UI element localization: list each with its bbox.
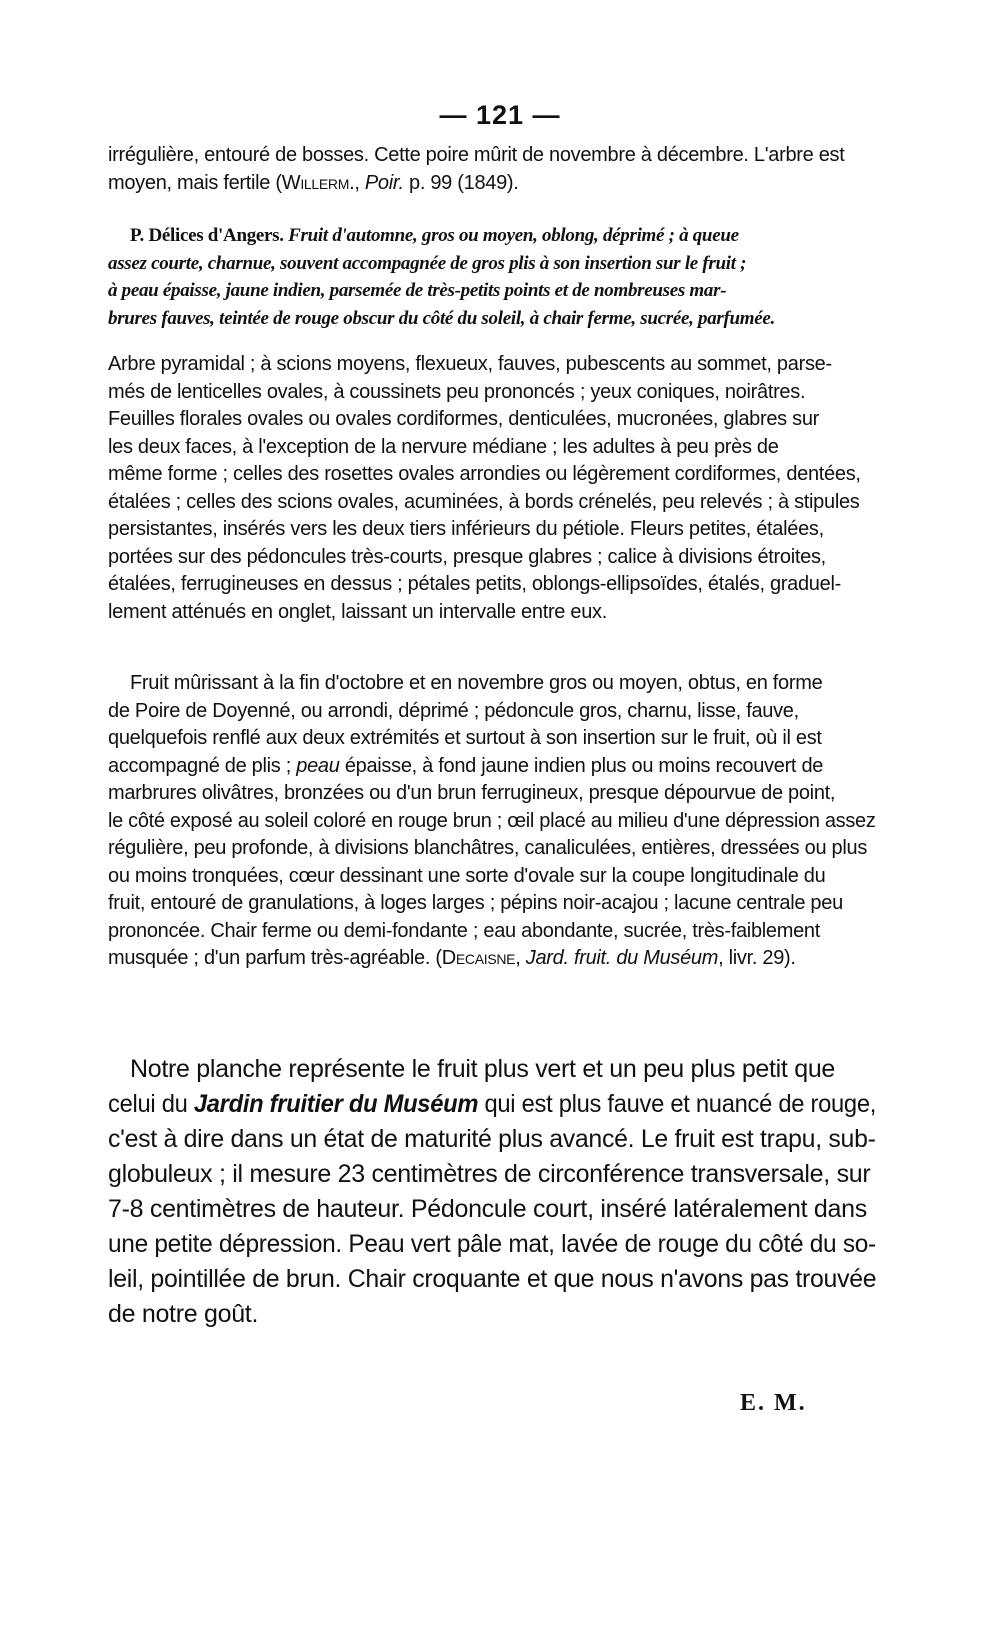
commentary-paragraph (108, 1052, 876, 1332)
text-line: ou moins tronquées, cœur dessinant une sorte d'ovale sur la coupe longitudinale du (108, 864, 826, 887)
text-line: régulière, peu profonde, à divisions blanchâtres, canaliculées, entières, dressées ou plus (108, 837, 868, 859)
text-line: marbrures olivâtres, bronzées ou d'un brun ferrugineux, presque dépourvue de point, (108, 782, 836, 804)
text-line-citation (108, 170, 876, 198)
text-line: brures fauves, teintée de rouge obscur du côté du soleil, à chair ferme, sucrée, parfumée. (108, 307, 775, 329)
text-line: lement atténués en onglet, laissant un intervalle entre eux. (108, 600, 607, 623)
text-line: étalées, ferrugineuses en dessus ; pétales petits, oblongs-ellipsoïdes, étalés, graduel- (108, 573, 841, 595)
text-line: Feuilles florales ovales ou ovales cordiformes, denticulées, mucronées, glabres sur (108, 408, 820, 430)
text-line: més de lenticelles ovales, à coussinets peu prononcés ; yeux coniques, noirâtres. (108, 380, 806, 403)
text-fragment: Fruit d'automne, gros ou moyen, oblong, déprimé ; à queue (283, 225, 739, 246)
text-fragment: musquée ; d'un parfum très-agréable. ( (108, 947, 442, 969)
text-line: même forme ; celles des rosettes ovales arrondies ou légèrement cordiformes, dentées, (108, 463, 861, 485)
text-line: quelquefois renflé aux deux extrémités et surtout à son insertion sur le fruit, où il est (108, 727, 822, 749)
work-citation: Poir. (364, 171, 404, 194)
author-citation: Decaisne (441, 947, 516, 969)
entry-label: P. Délices d'Angers. (130, 225, 284, 246)
text-fragment: , (515, 947, 526, 969)
text-fragment: qui est plus fauve et nuancé de rouge, (478, 1090, 877, 1118)
text-fragment: , (354, 171, 365, 194)
entry-diagnosis (108, 222, 876, 332)
text-fragment: , livr. 29). (718, 947, 796, 969)
text-line: c'est à dire dans un état de maturité plus avancé. Le fruit est trapu, sub- (108, 1125, 876, 1153)
text-line: Notre planche représente le fruit plus vert et un peu plus petit que (130, 1055, 836, 1083)
text-line-citation (108, 945, 876, 973)
work-citation: Jard. fruit. du Muséum (525, 947, 719, 969)
text-line: étalées ; celles des scions ovales, acuminées, à bords crénelés, peu relevés ; à stipules (108, 490, 860, 513)
tree-description (108, 351, 876, 626)
text-line: à peau épaisse, jaune indien, parsemée de très-petits points et de nombreuses mar- (108, 280, 727, 301)
text-line: prononcée. Chair ferme ou demi-fondante ; eau abondante, sucrée, très-faiblement (108, 919, 820, 942)
text-line: leil, pointillée de brun. Chair croquante et que nous n'avons pas trouvée (108, 1265, 877, 1293)
page-number: — 121 — (439, 100, 561, 130)
text-fragment: épaisse, à fond jaune indien plus ou moins recouvert de (339, 754, 824, 777)
text-line: persistantes, insérés vers les deux tiers inférieurs du pétiole. Fleurs petites, étalées, (108, 518, 824, 540)
author-citation: Willerm. (281, 171, 355, 194)
text-line: portées sur des pédoncules très-courts, presque glabres ; calice à divisions étroites, (108, 545, 826, 568)
text-line (108, 1087, 876, 1122)
entry-heading-line (108, 222, 876, 250)
work-citation: Jardin fruitier du Muséum (193, 1090, 479, 1118)
text-fragment: accompagné de plis ; (108, 754, 297, 777)
text-line: irrégulière, entouré de bosses. Cette poire mûrit de novembre à décembre. L'arbre est (108, 144, 845, 166)
intro-paragraph (108, 142, 876, 197)
text-fragment: moyen, mais fertile ( (108, 171, 282, 194)
text-line: Arbre pyramidal ; à scions moyens, flexueux, fauves, pubescents au sommet, parse- (108, 353, 832, 375)
text-line: une petite dépression. Peau vert pâle mat, lavée de rouge du côté du so- (108, 1230, 876, 1258)
text-fragment: p. 99 (1849). (403, 171, 519, 194)
text-line: Fruit mûrissant à la fin d'octobre et en novembre gros ou moyen, obtus, en forme (130, 672, 823, 694)
text-fragment-italic: peau (296, 754, 340, 777)
text-line: les deux faces, à l'exception de la nervure médiane ; les adultes à peu près de (108, 435, 779, 458)
text-line: de Poire de Doyenné, ou arrondi, déprimé ; pédoncule gros, charnu, lisse, fauve, (108, 699, 799, 722)
text-fragment: celui du (108, 1090, 194, 1118)
text-line: globuleux ; il mesure 23 centimètres de circonférence transversale, sur (108, 1160, 871, 1188)
text-line (108, 753, 876, 781)
text-line: de notre goût. (108, 1300, 259, 1328)
text-line: 7-8 centimètres de hauteur. Pédoncule court, inséré latéralement dans (108, 1195, 867, 1223)
text-line: fruit, entouré de granulations, à loges larges ; pépins noir-acajou ; lacune centrale peu (108, 892, 843, 914)
author-signature: E. M. (740, 1390, 807, 1416)
fruit-description (108, 670, 876, 973)
text-line: le côté exposé au soleil coloré en rouge brun ; œil placé au milieu d'une dépression assez (108, 809, 876, 832)
text-line: assez courte, charnue, souvent accompagnée de gros plis à son insertion sur le fruit ; (108, 252, 747, 274)
